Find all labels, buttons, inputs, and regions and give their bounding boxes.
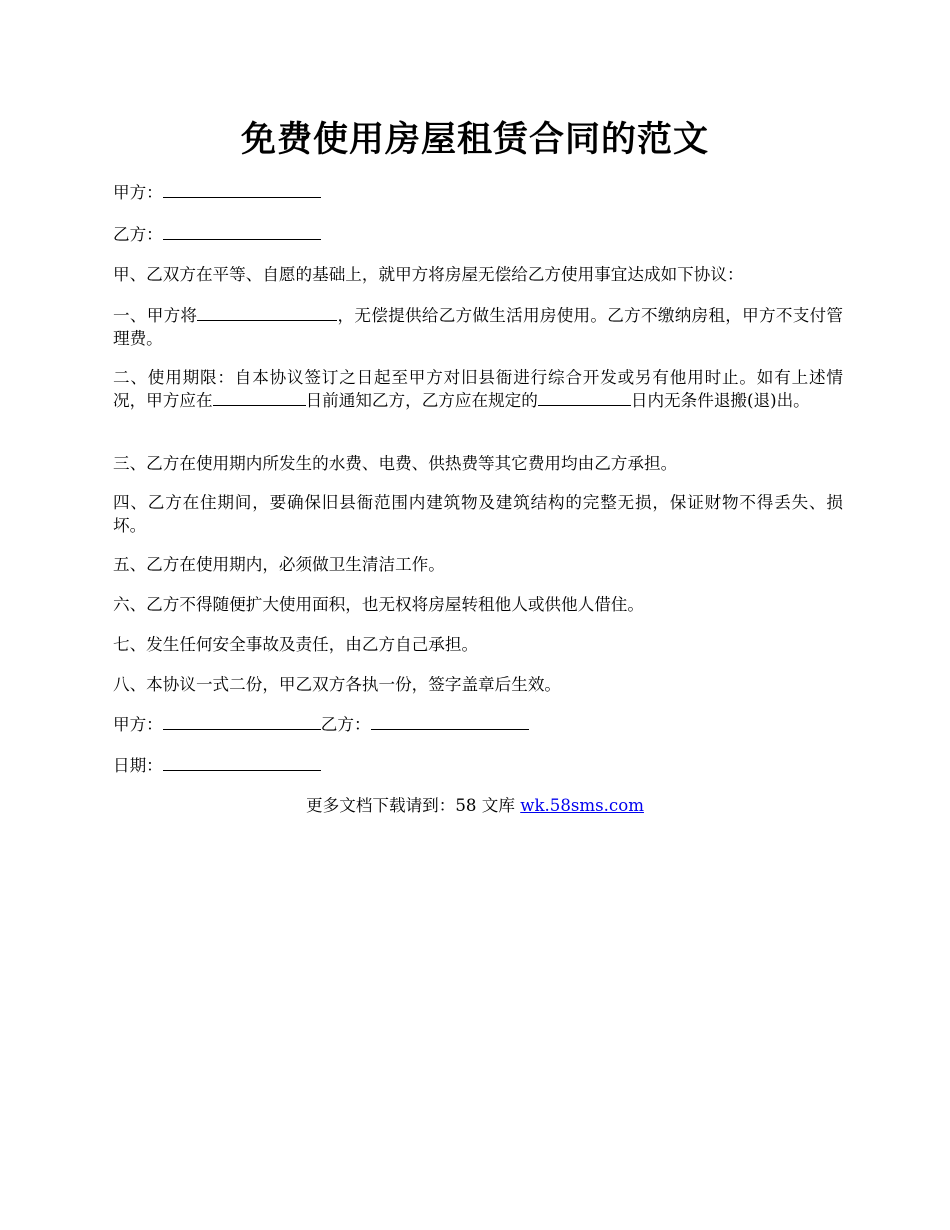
party-a-label: 甲方： — [113, 183, 163, 202]
clause-5: 五、乙方在使用期内，必须做卫生清洁工作。 — [113, 555, 445, 574]
clause-4: 四、乙方在住期间，要确保旧县衙范围内建筑物及建筑结构的完整无损，保证财物不得丢失、损坏。 — [113, 493, 843, 535]
party-b-label: 乙方： — [113, 225, 163, 244]
property-blank — [197, 304, 337, 321]
footer — [0, 794, 950, 817]
clause-1-text-a: 一、甲方将 — [113, 306, 198, 325]
clause-2 — [113, 366, 843, 412]
party-a-blank — [163, 181, 321, 198]
vacate-days-blank — [538, 389, 631, 406]
date-line — [113, 754, 843, 777]
footer-text: 更多文档下载请到：58 文库 — [306, 796, 521, 815]
clause-7: 七、发生任何安全事故及责任，由乙方自己承担。 — [113, 635, 479, 654]
intro-paragraph: 甲、乙双方在平等、自愿的基础上，就甲方将房屋无偿给乙方使用事宜达成如下协议： — [113, 265, 744, 284]
clause-3: 三、乙方在使用期内所发生的水费、电费、供热费等其它费用均由乙方承担。 — [113, 454, 678, 473]
sign-party-b-label: 乙方： — [320, 715, 371, 734]
clause-2-text-c: 日内无条件退搬(退)出。 — [630, 391, 810, 410]
notice-days-blank — [213, 389, 306, 406]
clause-1-text-b: ，无偿提供给乙方做生活用房使用。乙方不缴纳房租，甲方不支付管理费。 — [113, 306, 844, 348]
party-b-line — [113, 223, 843, 246]
sign-party-b-blank — [371, 713, 529, 730]
date-label: 日期： — [113, 756, 163, 775]
clause-8: 八、本协议一式二份，甲乙双方各执一份，签字盖章后生效。 — [113, 675, 562, 694]
party-b-blank — [163, 223, 321, 240]
document-title: 免费使用房屋租赁合同的范文 — [240, 119, 709, 160]
clause-6: 六、乙方不得随便扩大使用面积，也无权将房屋转租他人或供他人借住。 — [113, 595, 644, 614]
date-blank — [163, 754, 321, 771]
signature-line — [113, 713, 843, 736]
sign-party-a-blank — [163, 713, 321, 730]
party-a-line — [113, 181, 843, 204]
clause-2-text-b: 日前通知乙方，乙方应在规定的 — [305, 391, 538, 410]
clause-2-text-a: 二、使用期限：自本协议签订之日起至甲方对旧县衙进行综合开发或另有他用时止。如有上述情况，甲方应在 — [113, 368, 843, 410]
footer-link[interactable]: wk.58sms.com — [520, 796, 644, 815]
clause-1 — [113, 304, 843, 350]
sign-party-a-label: 甲方： — [113, 715, 163, 734]
